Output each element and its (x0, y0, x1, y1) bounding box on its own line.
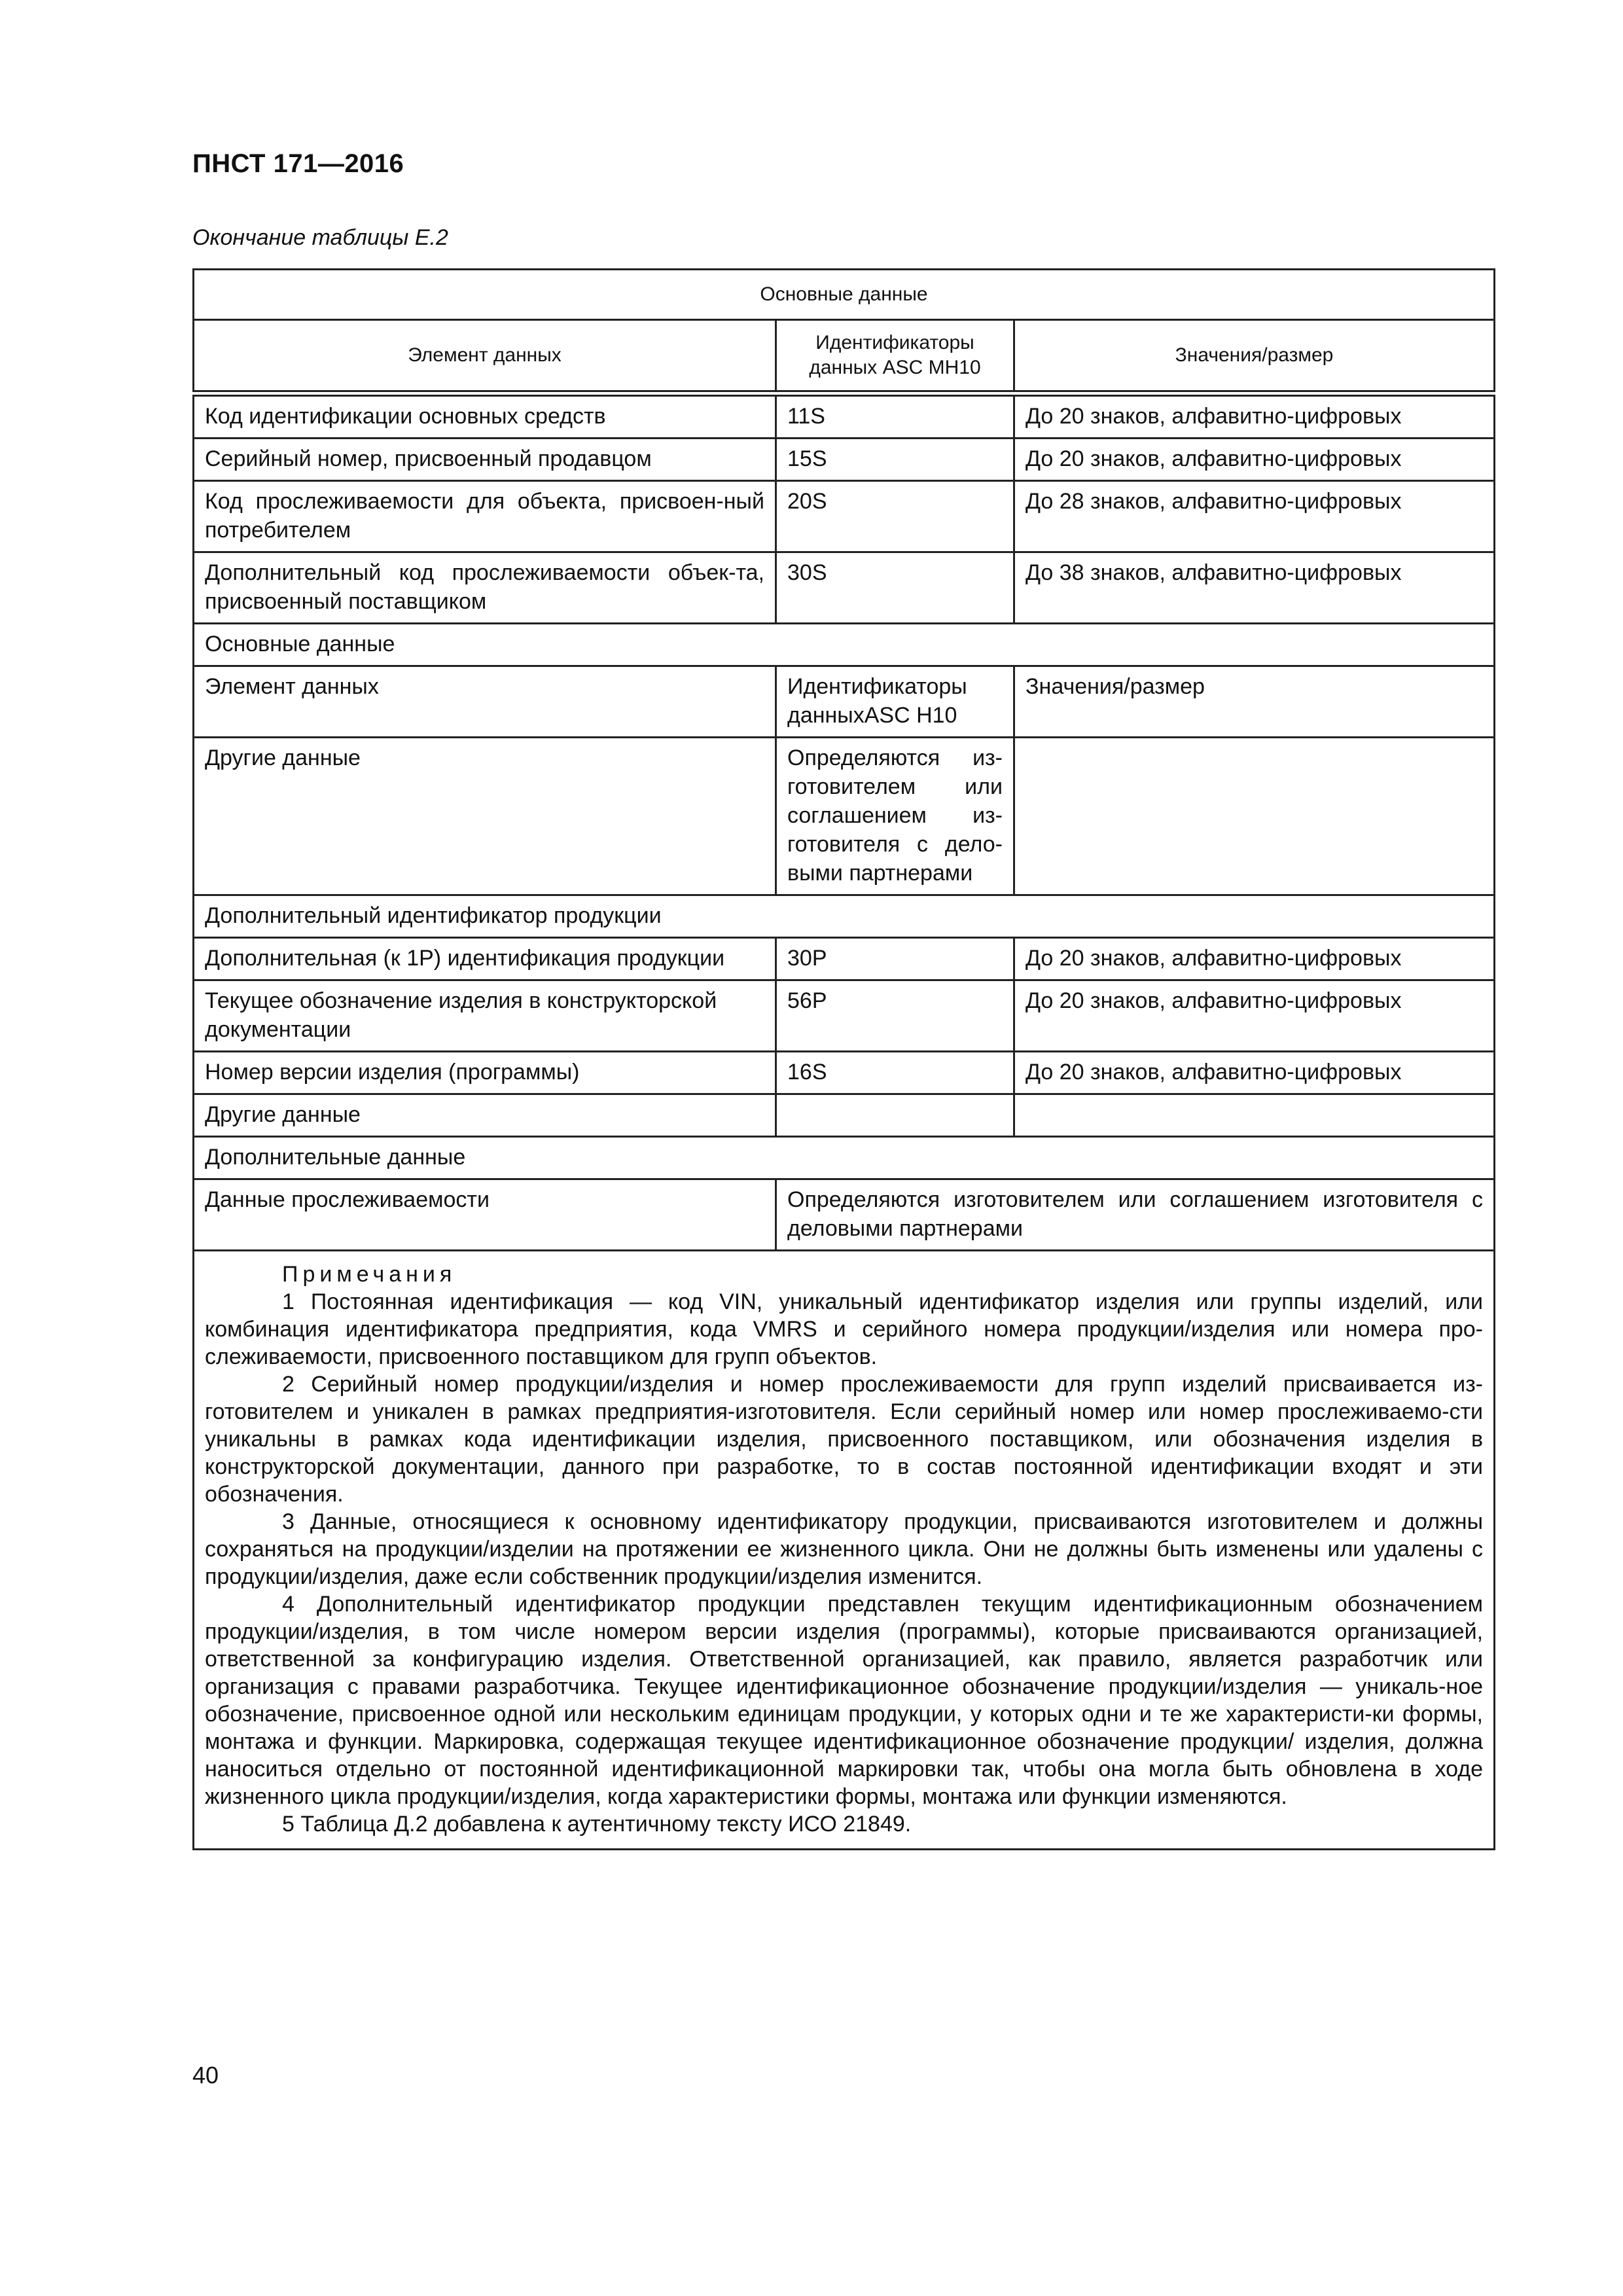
cell-element: Дополнительный код прослеживаемости объек-та, присвоенный поставщиком (194, 552, 776, 624)
cell-element: Другие данные (194, 1094, 776, 1137)
cell-element: Код идентификации основных средств (194, 393, 776, 439)
cell-value: Определяются изготовителем или соглашением изготовителя с деловыми партнерами (776, 1179, 1495, 1251)
section-basic-data: Основные данные (194, 624, 1495, 666)
table-caption: Окончание таблицы Е.2 (192, 225, 448, 250)
column-header-identifiers: Идентификаторы данных ASC MH10 (776, 320, 1014, 394)
cell-element: Текущее обозначение изделия в конструкторской документации (194, 980, 776, 1052)
section-additional-data: Дополнительные данные (194, 1137, 1495, 1179)
cell-identifier: Определяются из-готовителем или соглашением из-готовителя с дело-выми партнерами (776, 738, 1014, 895)
table-row (194, 1179, 1495, 1251)
sub-header-element: Элемент данных (194, 666, 776, 738)
cell-identifier (776, 1094, 1014, 1137)
table-row (194, 439, 1495, 481)
cell-element: Данные прослеживаемости (194, 1179, 776, 1251)
cell-value: До 20 знаков, алфавитно-цифровых (1014, 938, 1495, 980)
cell-value (1014, 738, 1495, 895)
cell-element: Дополнительная (к 1Р) идентификация продукции (194, 938, 776, 980)
cell-identifier: 15S (776, 439, 1014, 481)
page-number: 40 (192, 2062, 219, 2089)
cell-identifier: 56P (776, 980, 1014, 1052)
notes-row (194, 1251, 1495, 1850)
table-row (194, 552, 1495, 624)
cell-value: До 38 знаков, алфавитно-цифровых (1014, 552, 1495, 624)
sub-header-identifiers: Идентификаторы данныхASC H10 (776, 666, 1014, 738)
column-header-values: Значения/размер (1014, 320, 1495, 394)
cell-value (1014, 1094, 1495, 1137)
table-row (194, 738, 1495, 895)
data-table (192, 268, 1495, 1850)
cell-value: До 20 знаков, алфавитно-цифровых (1014, 439, 1495, 481)
cell-value: До 20 знаков, алфавитно-цифровых (1014, 393, 1495, 439)
cell-identifier: 30P (776, 938, 1014, 980)
cell-identifier: 30S (776, 552, 1014, 624)
cell-value: До 20 знаков, алфавитно-цифровых (1014, 1052, 1495, 1094)
note-item: 1 Постоянная идентификация — код VIN, уникальный идентификатор изделия или группы изделий, или комбинация идентификатора предприятия, кода VMRS и серийного номера продукции/изделия или номера про-слеживаемости, присвоенного поставщиком для групп объектов. (205, 1289, 1484, 1369)
column-header-row (194, 320, 1495, 394)
section-additional-identifier: Дополнительный идентификатор продукции (194, 895, 1495, 938)
table-row (194, 980, 1495, 1052)
table-header-row (194, 270, 1495, 320)
cell-value: До 28 знаков, алфавитно-цифровых (1014, 481, 1495, 552)
note-item: 3 Данные, относящиеся к основному идентификатору продукции, присваиваются изготовителем и должны сохраняться на продукции/изделии на протяжении ее жизненного цикла. Они не должны быть изменены или удалены с продукции/изделия, даже если собственник продукции/изделия изменится. (205, 1509, 1484, 1589)
column-header-element: Элемент данных (194, 320, 776, 394)
document-code: ПНСТ 171—2016 (192, 149, 404, 178)
table-row (194, 1094, 1495, 1137)
cell-element: Код прослеживаемости для объекта, присвоен-ный потребителем (194, 481, 776, 552)
notes-cell (194, 1251, 1495, 1850)
sub-header-values: Значения/размер (1014, 666, 1495, 738)
table-row (194, 393, 1495, 439)
table-row (194, 938, 1495, 980)
cell-identifier: 16S (776, 1052, 1014, 1094)
cell-element: Серийный номер, присвоенный продавцом (194, 439, 776, 481)
notes-title: Примечания (282, 1262, 457, 1287)
note-item: 5 Таблица Д.2 добавлена к аутентичному тексту ИСО 21849. (282, 1812, 912, 1837)
table-row (194, 1052, 1495, 1094)
cell-identifier: 20S (776, 481, 1014, 552)
cell-element: Номер версии изделия (программы) (194, 1052, 776, 1094)
sub-header-row (194, 666, 1495, 738)
section-row (194, 624, 1495, 666)
note-item: 2 Серийный номер продукции/изделия и номер прослеживаемости для групп изделий присваивается из-готовителем и уникален в рамках предприятия-изготовителя. Если серийный номер или номер прослеживаемо-сти уникальны в рамках кода идентификации изделия, присвоенного поставщиком, или обозначения изделия в конструкторской документации, данного при разработке, то в состав постоянной идентификации входят и эти обозначения. (205, 1372, 1484, 1507)
table-header-title: Основные данные (194, 270, 1495, 320)
cell-identifier: 11S (776, 393, 1014, 439)
section-row (194, 895, 1495, 938)
cell-element: Другие данные (194, 738, 776, 895)
section-row (194, 1137, 1495, 1179)
note-item: 4 Дополнительный идентификатор продукции представлен текущим идентификационным обозначением продукции/изделия, в том числе номером версии изделия (программы), которые присваиваются организацией, ответственной за конфигурацию изделия. Ответственной организацией, как правило, является разработчик или организация с правами разработчика. Текущее идентификационное обозначение продукции/изделия — уникаль-ное обозначение, присвоенное одной или нескольким единицам продукции, у которых одни и те же характеристи-ки формы, монтажа и функции. Маркировка, содержащая текущее идентификационное обозначение продукции/ изделия, должна наноситься отдельно от постоянной идентификационной маркировки так, чтобы она могла быть обновлена в ходе жизненного цикла продукции/изделия, когда характеристики формы, монтажа или функции изменяются. (205, 1592, 1484, 1809)
cell-value: До 20 знаков, алфавитно-цифровых (1014, 980, 1495, 1052)
table-row (194, 481, 1495, 552)
